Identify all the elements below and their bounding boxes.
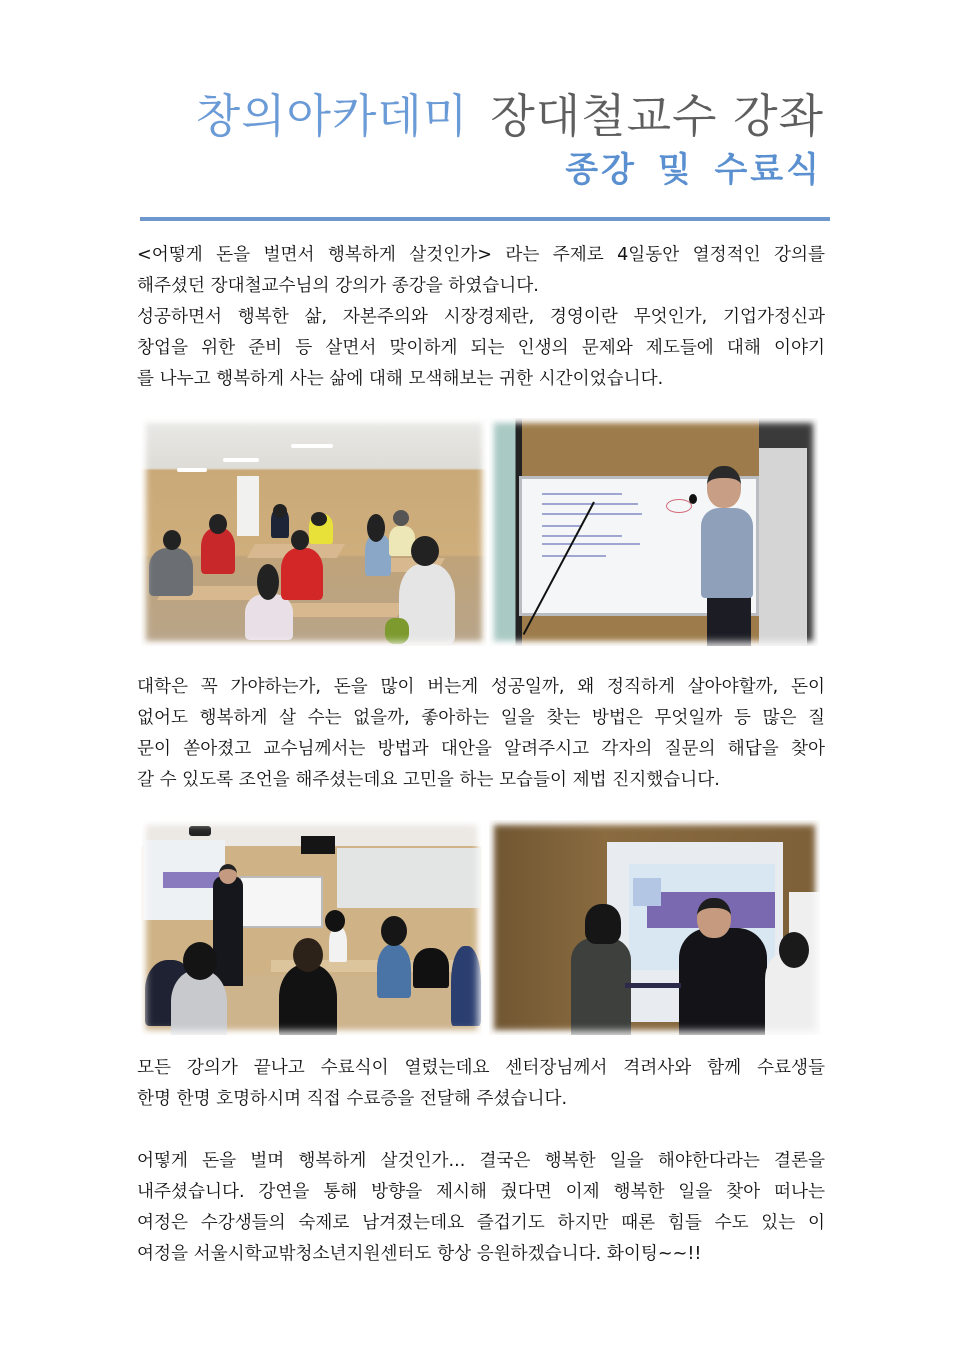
closing-paragraph: [137, 1146, 825, 1270]
text-line: 여정을 서울시학교밖청소년지원센터도 항상 응원하겠습니다. 화이팅~~!!: [137, 1244, 702, 1264]
page-title: [196, 86, 824, 146]
text-line: 대학은 꼭 가야하는가, 돈을 많이 버는게 성공일까, 왜 정직하게 살아야할까, 돈이: [137, 677, 825, 697]
lecture-title: 장대철교수 강좌: [490, 89, 824, 143]
intro-paragraph: [137, 240, 825, 395]
text-line: 를 나누고 행복하게 사는 삶에 대해 모색해보는 귀한 시간이었습니다.: [137, 369, 664, 389]
text-line: 성공하면서 행복한 삶, 자본주의와 시장경제란, 경영이란 무엇인가, 기업가정신과: [137, 307, 825, 327]
text-line: 창업을 위한 준비 등 살면서 맞이하게 되는 인생의 문제와 제도들에 대해 이야기: [137, 338, 825, 358]
org-name: 창의아카데미: [195, 89, 469, 143]
text-line: 문이 쏟아졌고 교수님께서는 방법과 대안을 알려주시고 각자의 질문의 해답을 찾아: [137, 739, 825, 759]
ceremony-paragraph: [137, 1053, 825, 1115]
questions-paragraph: [137, 672, 825, 796]
title-divider: [140, 217, 830, 221]
text-line: 갈 수 있도록 조언을 해주셨는데요 고민을 하는 모습들이 제법 진지했습니다.: [137, 770, 720, 790]
photo-certificate-handover: [489, 820, 820, 1035]
photo-professor-lecturing: [489, 418, 818, 646]
text-line: 어떻게 돈을 벌며 행복하게 살것인가... 결국은 행복한 일을 해야한다라는 결론을: [137, 1151, 825, 1171]
page-subtitle: 종강 및 수료식: [565, 150, 822, 190]
text-line: <어떻게 돈을 벌면서 행복하게 살것인가> 라는 주제로 4일동안 열정적인 강의를: [137, 245, 825, 265]
text-line: 여정은 수강생들의 숙제로 남겨졌는데요 즐겁기도 하지만 때론 힘들 수도 있는 이: [137, 1213, 825, 1233]
photo-classroom-students: [141, 418, 487, 646]
photo-director-speech: [141, 820, 482, 1035]
text-line: 한명 한명 호명하시며 직접 수료증을 전달해 주셨습니다.: [137, 1089, 568, 1109]
text-line: 내주셨습니다. 강연을 통해 방향을 제시해 줬다면 이제 행복한 일을 찾아 떠나는: [137, 1182, 825, 1202]
text-line: 해주셨던 장대철교수님의 강의가 종강을 하였습니다.: [137, 276, 539, 296]
text-line: 없어도 행복하게 살 수는 없을까, 좋아하는 일을 찾는 방법은 무엇일까 등 많은 질: [137, 708, 825, 728]
text-line: 모든 강의가 끝나고 수료식이 열렸는데요 센터장님께서 격려사와 함께 수료생들: [137, 1058, 825, 1078]
